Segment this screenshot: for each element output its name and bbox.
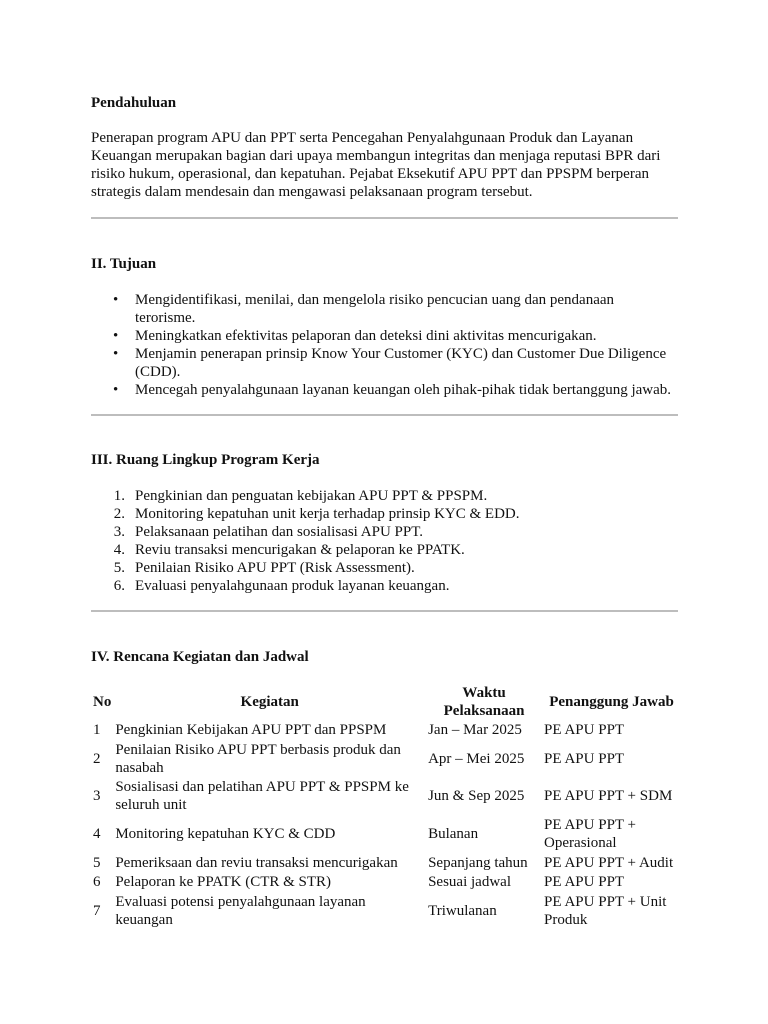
column-header-no: No [93,694,112,710]
column-header-kegiatan: Kegiatan [240,694,299,710]
list-item: 6. Evaluasi penyalahgunaan produk layanan keuangan. [113,578,450,594]
table-header-row [91,684,681,720]
ruang-lingkup-heading: III. Ruang Lingkup Program Kerja [91,452,320,468]
table-row: 3 Sosialisasi dan pelatihan APU PPT & PPSPM ke seluruh unit Jun & Sep 2025 PE APU PPT + SDM [93,778,673,813]
list-item: 4. Reviu transaksi mencurigakan & pelaporan ke PPATK. [113,542,465,558]
bullet-icon: • [113,292,119,308]
list-item: • Mengidentifikasi, menilai, dan mengelola risiko pencucian uang dan pendanaan terorisme. [113,292,615,326]
list-item: • Meningkatkan efektivitas pelaporan dan deteksi dini aktivitas mencurigakan. [113,328,597,344]
table-row: 6 Pelaporan ke PPATK (CTR & STR) Sesuai jadwal PE APU PPT [93,874,625,890]
tujuan-list [91,291,678,399]
list-item: • Mencegah penyalahgunaan layanan keuangan oleh pihak-pihak tidak bertanggung jawab. [113,382,672,398]
section-divider [91,217,678,219]
ruang-lingkup-list [91,487,678,595]
bullet-icon: • [113,328,119,344]
list-item: 3. Pelaksanaan pelatihan dan sosialisasi APU PPT. [113,524,424,540]
list-item: 2. Monitoring kepatuhan unit kerja terhadap prinsip KYC & EDD. [113,506,520,522]
section-divider [91,414,678,416]
bullet-icon: • [113,382,119,398]
table-row: 1 Pengkinian Kebijakan APU PPT dan PPSPM Jan – Mar 2025 PE APU PPT [93,722,625,738]
section-divider [91,610,678,612]
list-item: 1. Pengkinian dan penguatan kebijakan APU PPT & PPSPM. [113,488,488,504]
tujuan-heading: II. Tujuan [91,256,157,272]
table-row: 7 Evaluasi potensi penyalahgunaan layanan keuangan Triwulanan PE APU PPT + Unit Produk [93,893,667,928]
rencana-heading: IV. Rencana Kegiatan dan Jadwal [91,649,309,665]
column-header-waktu: Waktu Pelaksanaan [443,685,525,719]
bullet-icon: • [113,346,119,362]
list-item: • Menjamin penerapan prinsip Know Your Customer (KYC) dan Customer Due Diligence (CDD). [113,346,667,380]
table-row: 2 Penilaian Risiko APU PPT berbasis produk dan nasabah Apr – Mei 2025 PE APU PPT [93,741,625,776]
intro-heading: Pendahuluan [91,95,177,111]
table-row: 5 Pemeriksaan dan reviu transaksi mencurigakan Sepanjang tahun PE APU PPT + Audit [93,855,674,871]
schedule-table [91,684,681,929]
list-item: 5. Penilaian Risiko APU PPT (Risk Assessment). [113,560,415,576]
intro-paragraph: Penerapan program APU dan PPT serta Pencegahan Penyalahgunaan Produk dan Layanan Keuangan merupakan bagian dari upaya membangun integritas dan menjaga reputasi BPR dari risiko hukum, operasional, dan kepatuhan. Pejabat Eksekutif APU PPT dan PPSPM berperan strategis dalam mendesain dan mengawasi pelaksanaan program tersebut. [91,130,661,200]
column-header-penanggung-jawab: Penanggung Jawab [549,694,674,710]
table-row: 4 Monitoring kepatuhan KYC & CDD Bulanan PE APU PPT + Operasional [93,817,637,851]
